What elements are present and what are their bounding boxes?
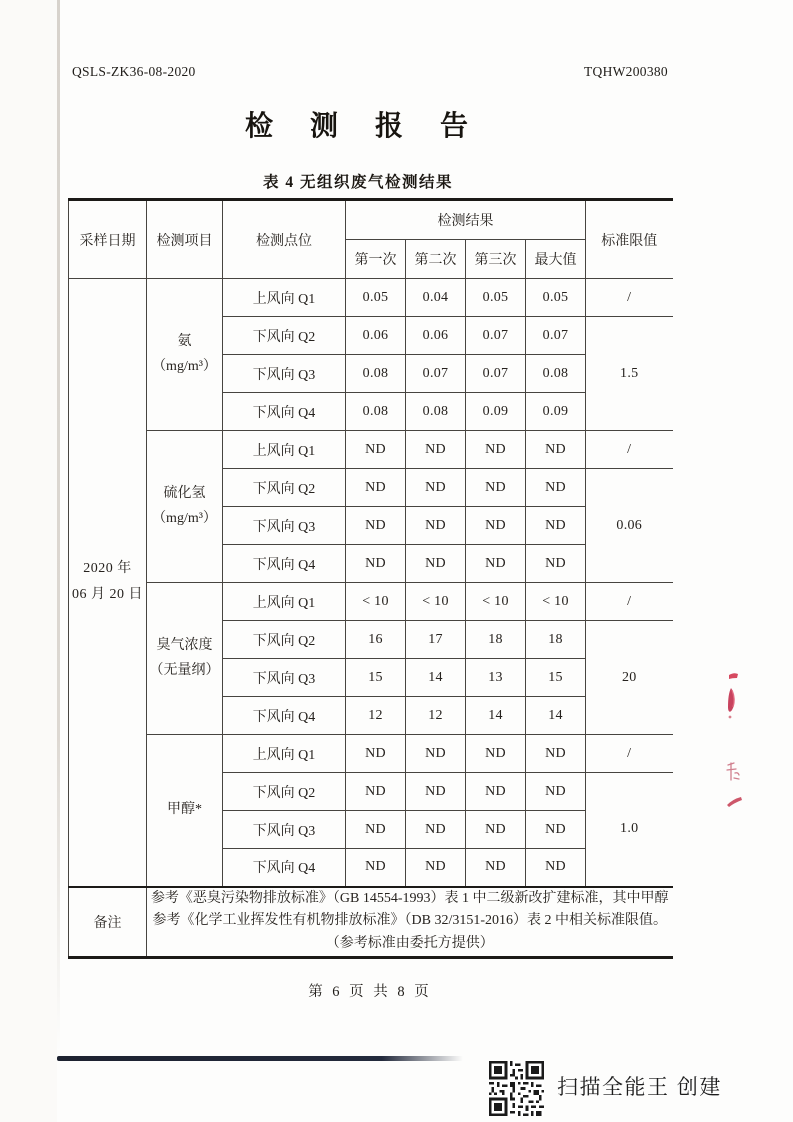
remark-label: 备注 — [69, 887, 147, 958]
qr-code — [489, 1061, 544, 1116]
value-cell: 0.04 — [406, 279, 466, 317]
value-cell: 0.07 — [526, 317, 586, 355]
item-name: 硫化氢 — [163, 486, 206, 501]
item-cell-h2s — [147, 431, 223, 583]
value-cell: 13 — [466, 659, 526, 697]
detection-results-table — [68, 198, 673, 959]
value-cell: ND — [466, 431, 526, 469]
sample-date-line1: 2020 年 — [83, 560, 132, 576]
item-unit: （mg/m³） — [152, 358, 217, 374]
location-cell: 上风向 Q1 — [223, 431, 346, 469]
red-pen-mark-icon — [720, 668, 744, 724]
item-cell-methanol — [147, 735, 223, 887]
location-cell: 下风向 Q3 — [223, 507, 346, 545]
value-cell: < 10 — [346, 583, 406, 621]
value-cell: ND — [406, 773, 466, 811]
value-cell: ND — [526, 735, 586, 773]
table-row — [69, 583, 673, 621]
item-unit: （无量纲） — [149, 662, 220, 678]
page-number: 第 6 页 共 8 页 — [308, 984, 432, 1000]
value-cell: ND — [406, 545, 466, 583]
page-bottom-edge — [57, 1056, 463, 1061]
location-cell: 上风向 Q1 — [223, 279, 346, 317]
header-run1: 第一次 — [346, 240, 406, 279]
report-title: 检 测 报 告 — [244, 111, 483, 142]
value-cell: 0.09 — [526, 393, 586, 431]
sample-date-cell — [69, 279, 147, 887]
value-cell: < 10 — [466, 583, 526, 621]
item-unit: （mg/m³） — [152, 510, 217, 526]
value-cell: 12 — [406, 697, 466, 735]
limit-cell: 0.06 — [586, 469, 673, 583]
value-cell: ND — [346, 735, 406, 773]
value-cell: ND — [526, 507, 586, 545]
document-code-right: TQHW200380 — [584, 64, 668, 79]
value-cell: ND — [346, 545, 406, 583]
remark-row — [69, 887, 673, 958]
header-run2: 第二次 — [406, 240, 466, 279]
limit-cell-upwind: / — [586, 431, 673, 469]
location-cell: 下风向 Q4 — [223, 393, 346, 431]
value-cell: ND — [406, 811, 466, 849]
document-code-left: QSLS-ZK36-08-2020 — [72, 64, 196, 79]
page-edge-line — [57, 0, 60, 1052]
value-cell: ND — [466, 811, 526, 849]
value-cell: 15 — [346, 659, 406, 697]
value-cell: < 10 — [526, 583, 586, 621]
value-cell: ND — [466, 507, 526, 545]
header-limit: 标准限值 — [586, 200, 673, 279]
value-cell: ND — [526, 773, 586, 811]
value-cell: 0.07 — [406, 355, 466, 393]
value-cell: 12 — [346, 697, 406, 735]
value-cell: ND — [406, 431, 466, 469]
table-caption: 表 4 无组织废气检测结果 — [262, 174, 453, 191]
value-cell: ND — [346, 773, 406, 811]
limit-cell-upwind: / — [586, 279, 673, 317]
scanner-app-label: 扫描全能王 创建 — [557, 1076, 722, 1099]
value-cell: 0.08 — [346, 355, 406, 393]
location-cell: 下风向 Q3 — [223, 811, 346, 849]
location-cell: 下风向 Q3 — [223, 355, 346, 393]
sample-date-line2: 06 月 20 日 — [72, 587, 143, 603]
scan-left-margin — [0, 0, 57, 1122]
value-cell: ND — [406, 469, 466, 507]
value-cell: 0.08 — [346, 393, 406, 431]
location-cell: 下风向 Q2 — [223, 469, 346, 507]
value-cell: 18 — [526, 621, 586, 659]
location-cell: 下风向 Q2 — [223, 317, 346, 355]
value-cell: 0.07 — [466, 317, 526, 355]
limit-cell-upwind: / — [586, 735, 673, 773]
value-cell: 0.09 — [466, 393, 526, 431]
item-name: 氨 — [177, 334, 192, 349]
value-cell: 0.07 — [466, 355, 526, 393]
value-cell: ND — [346, 469, 406, 507]
header-max: 最大值 — [526, 240, 586, 279]
value-cell: 15 — [526, 659, 586, 697]
red-pen-dash-icon — [724, 792, 746, 810]
value-cell: 0.08 — [406, 393, 466, 431]
value-cell: < 10 — [406, 583, 466, 621]
value-cell: ND — [526, 811, 586, 849]
value-cell: ND — [406, 507, 466, 545]
value-cell: 0.05 — [526, 279, 586, 317]
value-cell: ND — [526, 849, 586, 887]
item-cell-odor — [147, 583, 223, 735]
remark-text: 参考《恶臭污染物排放标准》（GB 14554-1993）表 1 中二级新改扩建标准，其中甲醇参考《化学工业挥发性有机物排放标准》（DB 32/3151-2016）表 2 中相关标准限值。（参考标准由委托方提供） — [147, 887, 673, 958]
value-cell: ND — [346, 507, 406, 545]
red-pen-scribble-icon — [722, 758, 746, 788]
value-cell: ND — [406, 849, 466, 887]
location-cell: 下风向 Q2 — [223, 621, 346, 659]
value-cell: ND — [526, 545, 586, 583]
value-cell: ND — [406, 735, 466, 773]
location-cell: 下风向 Q4 — [223, 849, 346, 887]
value-cell: ND — [346, 431, 406, 469]
value-cell: 14 — [406, 659, 466, 697]
header-location: 检测点位 — [223, 200, 346, 279]
value-cell: ND — [466, 545, 526, 583]
item-cell-ammonia — [147, 279, 223, 431]
item-name: 甲醇* — [167, 802, 202, 817]
value-cell: 0.05 — [466, 279, 526, 317]
location-cell: 上风向 Q1 — [223, 583, 346, 621]
value-cell: 14 — [526, 697, 586, 735]
header-sample-date: 采样日期 — [69, 200, 147, 279]
value-cell: 0.05 — [346, 279, 406, 317]
header-run3: 第三次 — [466, 240, 526, 279]
limit-cell: 1.0 — [586, 773, 673, 887]
table-row — [69, 279, 673, 317]
location-cell: 下风向 Q4 — [223, 697, 346, 735]
header-item: 检测项目 — [147, 200, 223, 279]
value-cell: 18 — [466, 621, 526, 659]
value-cell: ND — [346, 811, 406, 849]
value-cell: ND — [466, 469, 526, 507]
value-cell: 0.06 — [406, 317, 466, 355]
value-cell: ND — [526, 431, 586, 469]
location-cell: 下风向 Q4 — [223, 545, 346, 583]
location-cell: 下风向 Q3 — [223, 659, 346, 697]
value-cell: 16 — [346, 621, 406, 659]
value-cell: ND — [526, 469, 586, 507]
table-row — [69, 735, 673, 773]
value-cell: 14 — [466, 697, 526, 735]
limit-cell: 1.5 — [586, 317, 673, 431]
value-cell: 17 — [406, 621, 466, 659]
item-name: 臭气浓度 — [156, 638, 213, 653]
location-cell: 下风向 Q2 — [223, 773, 346, 811]
limit-cell-upwind: / — [586, 583, 673, 621]
value-cell: ND — [466, 773, 526, 811]
limit-cell: 20 — [586, 621, 673, 735]
value-cell: 0.06 — [346, 317, 406, 355]
value-cell: ND — [466, 735, 526, 773]
table-row — [69, 431, 673, 469]
value-cell: ND — [346, 849, 406, 887]
value-cell: 0.08 — [526, 355, 586, 393]
header-result-group: 检测结果 — [346, 200, 586, 240]
location-cell: 上风向 Q1 — [223, 735, 346, 773]
value-cell: ND — [466, 849, 526, 887]
